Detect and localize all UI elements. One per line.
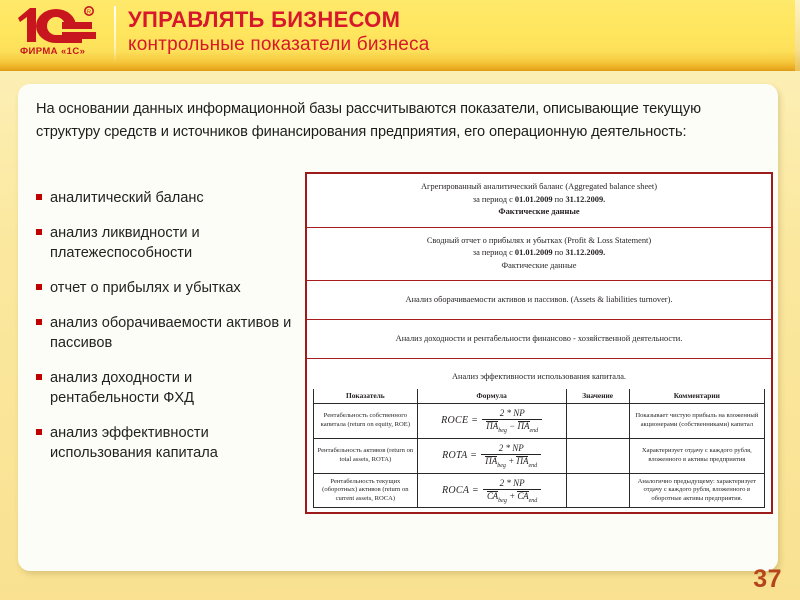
den-sub-a: beg	[498, 497, 507, 504]
report-row-line2	[315, 194, 763, 207]
metric-indicator: Рентабельность текущих (оборотных) активов (return on current assets, ROCA)	[314, 473, 418, 508]
metric-value	[566, 438, 629, 473]
column-header-formula: Формула	[417, 389, 566, 404]
metrics-table-wrapper	[307, 389, 771, 512]
list-item	[34, 188, 296, 208]
metric-comment: Показывает чистую прибыль на вложенный акционерами (собственниками) капитал	[629, 404, 764, 439]
content-panel	[18, 84, 778, 571]
list-item	[34, 223, 296, 263]
report-row-balance-sheet	[307, 174, 771, 228]
period-prefix: за период с	[472, 194, 515, 204]
den-term-a: ПА	[485, 455, 498, 466]
den-operator: +	[508, 455, 515, 466]
column-header-indicator: Показатель	[314, 389, 418, 404]
metric-formula	[417, 404, 566, 439]
logo-caption: ФИРМА «1С»	[20, 46, 86, 57]
report-row-line1: Сводный отчет о прибылях и убытках (Profit & Loss Statement)	[426, 235, 652, 245]
header-text-block	[128, 6, 430, 57]
table-row	[314, 404, 765, 439]
page-title: УПРАВЛЯТЬ БИЗНЕСОМ	[128, 7, 401, 32]
page-number: 37	[753, 565, 782, 593]
metric-value	[566, 473, 629, 508]
metrics-table	[313, 389, 765, 508]
report-row-line1: Агрегированный аналитический баланс (Aggregated balance sheet)	[420, 182, 658, 191]
header-right-edge	[795, 0, 800, 71]
list-item-label: анализ оборачиваемости активов и пассивов	[50, 315, 292, 351]
intro-paragraph: На основании данных информационной базы рассчитываются показатели, описывающие текущую структуру средств и источников финансирования предприятия, его операционную деятельность:	[36, 101, 701, 140]
indicator-list	[34, 188, 296, 478]
den-operator: +	[509, 490, 516, 501]
period-prefix: за период с	[472, 248, 515, 257]
metric-formula	[417, 438, 566, 473]
den-term-b: СА	[517, 490, 529, 501]
report-row-line3: Фактические данные	[501, 260, 577, 270]
formula-fraction	[483, 478, 541, 504]
list-item	[34, 368, 296, 408]
den-operator: −	[509, 421, 516, 431]
den-sub-a: beg	[498, 427, 507, 434]
svg-text:R: R	[87, 9, 91, 16]
period-start: 01.01.2009	[514, 194, 553, 204]
list-item-label: анализ эффективности использования капитала	[50, 425, 218, 461]
bullet-square-icon	[36, 319, 42, 325]
column-header-comment: Комментарии	[629, 389, 764, 404]
report-preview	[305, 172, 773, 514]
den-sub-b: end	[528, 462, 538, 469]
slide-header	[0, 0, 795, 71]
period-mid: по	[552, 248, 566, 257]
formula-lhs: ROCE =	[441, 415, 479, 427]
table-row	[314, 438, 765, 473]
den-sub-a: beg	[497, 462, 506, 469]
bullet-square-icon	[36, 429, 42, 435]
formula-denominator	[482, 419, 542, 434]
period-end: 31.12.2009.	[565, 194, 606, 204]
formula-expression	[442, 478, 541, 504]
formula-denominator	[481, 454, 541, 469]
company-logo	[14, 4, 106, 66]
period-start: 01.01.2009	[514, 248, 553, 257]
list-item	[34, 278, 296, 298]
list-item-label: отчет о прибылях и убытках	[50, 280, 241, 296]
formula-expression	[441, 408, 542, 434]
period-mid: по	[552, 194, 566, 204]
bullet-square-icon	[36, 284, 42, 290]
den-term-b: ПА	[517, 421, 530, 431]
bullet-square-icon	[36, 194, 42, 200]
period-end: 31.12.2009.	[565, 248, 606, 257]
logo-1c-icon	[14, 4, 106, 48]
formula-numerator: 2 * NP	[498, 442, 524, 453]
metrics-header-row	[314, 389, 765, 404]
report-row-profitability: Анализ доходности и рентабельности финансово - хозяйственной деятельности.	[307, 320, 771, 359]
formula-lhs: ROCA =	[442, 484, 479, 496]
report-row-capital-caption: Анализ эффективности использования капитала.	[451, 372, 627, 381]
list-item-label: анализ ликвидности и платежеспособности	[50, 225, 200, 261]
formula-fraction	[482, 408, 542, 434]
metric-value	[566, 404, 629, 439]
report-row-line3: Фактические данные	[498, 207, 580, 216]
list-item-label: анализ доходности и рентабельности ФХД	[50, 370, 194, 406]
header-divider	[114, 6, 116, 62]
formula-expression	[442, 443, 541, 469]
table-row	[314, 473, 765, 508]
report-row-profit-loss	[307, 228, 771, 282]
formula-fraction	[481, 443, 541, 469]
bullet-square-icon	[36, 374, 42, 380]
metric-comment: Характеризует отдачу с каждого рубля, вложенного в активы предприятия	[629, 438, 764, 473]
list-item	[34, 423, 296, 463]
den-sub-b: end	[528, 497, 538, 504]
page-subtitle: контрольные показатели бизнеса	[128, 34, 430, 55]
list-item	[34, 313, 296, 353]
formula-denominator	[483, 489, 541, 504]
den-term-b: ПА	[516, 455, 529, 466]
formula-lhs: ROTA =	[442, 450, 478, 462]
den-sub-b: end	[529, 427, 539, 434]
den-term-a: СА	[486, 490, 499, 501]
metric-formula	[417, 473, 566, 508]
bullet-square-icon	[36, 229, 42, 235]
metric-indicator: Рентабельность активов (return on total assets, ROTA)	[314, 438, 418, 473]
metric-comment: Аналогично предыдущему: характеризует отдачу с каждого рубля, вложенного в оборотные активы предприятия.	[629, 473, 764, 508]
list-item-label: аналитический баланс	[50, 190, 204, 206]
den-term-a: ПА	[486, 421, 499, 431]
formula-numerator: 2 * NP	[499, 477, 525, 488]
report-row-line2	[315, 247, 763, 260]
metric-indicator: Рентабельность собственного капитала (return on equity, ROE)	[314, 404, 418, 439]
column-header-value: Значение	[566, 389, 629, 404]
formula-numerator: 2 * NP	[499, 408, 525, 418]
report-row-turnover: Анализ оборачиваемости активов и пассивов. (Assets & liabilities turnover).	[307, 281, 771, 320]
